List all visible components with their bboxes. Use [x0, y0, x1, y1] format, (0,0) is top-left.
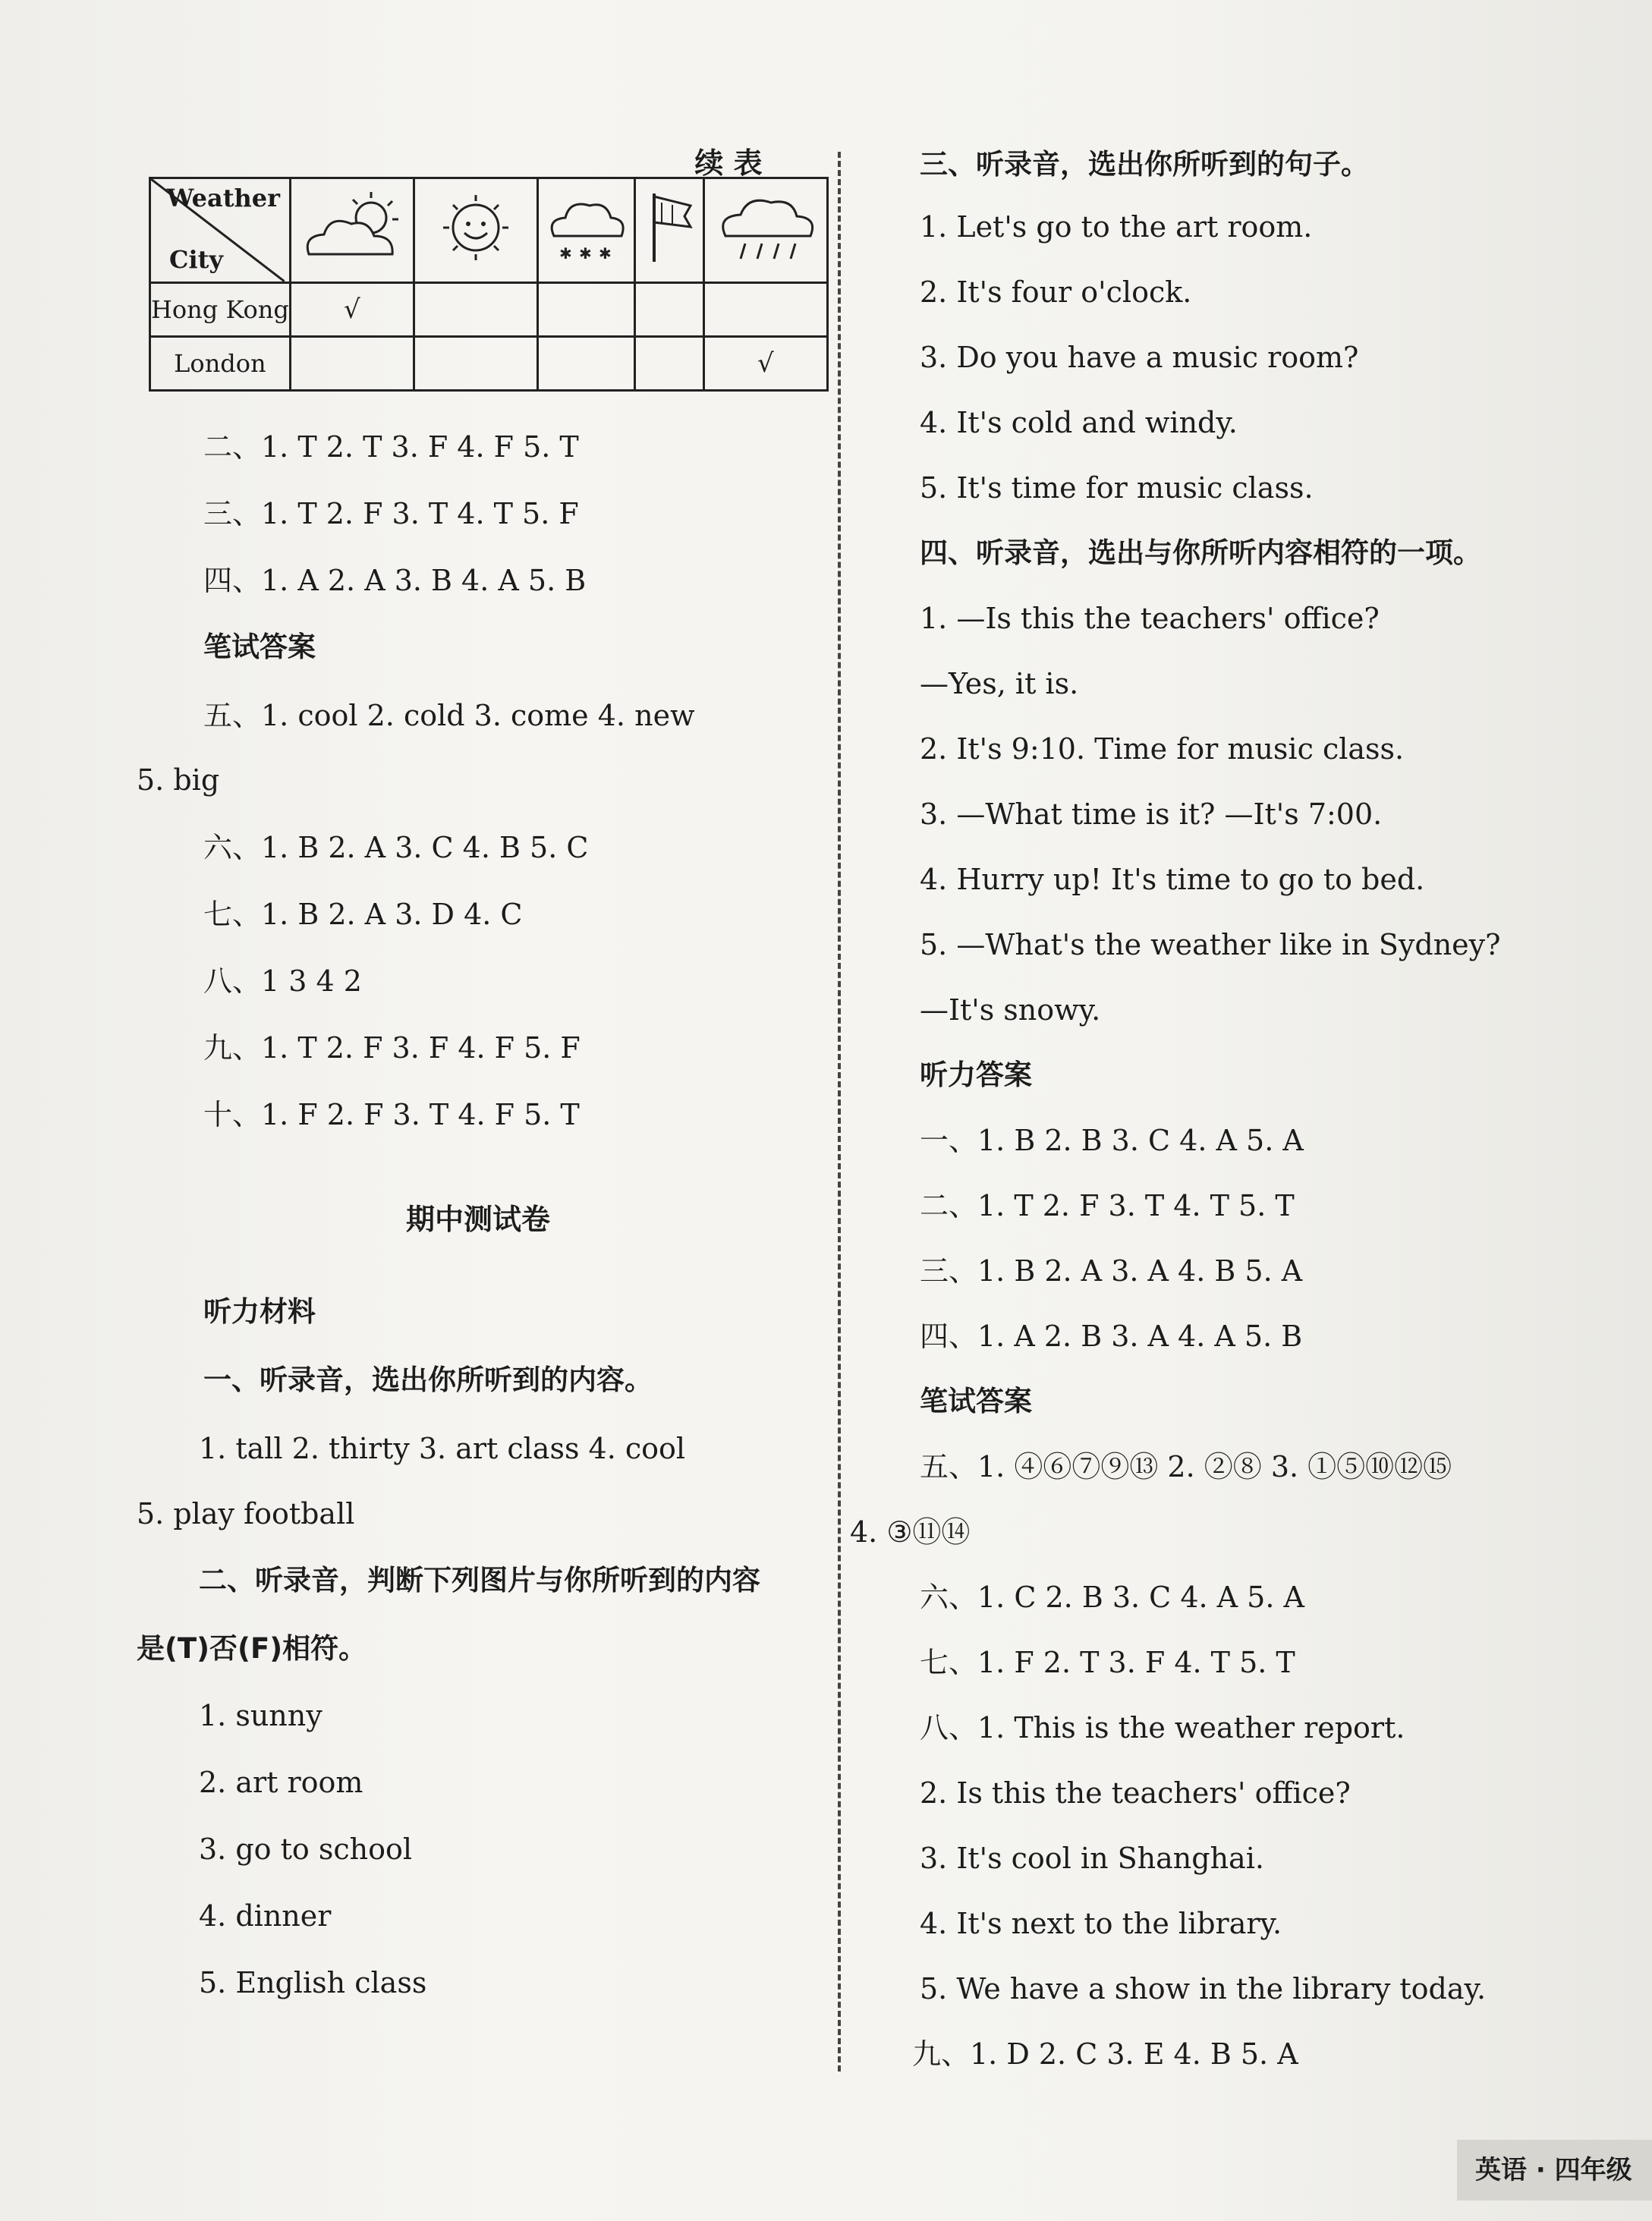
written-answers-heading: 笔试答案	[920, 1385, 1032, 1417]
answer-line: 5. We have a show in the library today.	[920, 1972, 1487, 2006]
sentence-line: 1. —Is this the teachers' office?	[920, 602, 1380, 635]
sentence-line: 3. —What time is it? —It's 7:00.	[920, 797, 1383, 831]
sentence-line: —It's snowy.	[920, 993, 1101, 1027]
tick-cell	[537, 283, 634, 337]
written-heading: 笔试答案	[203, 631, 316, 663]
sunny-icon	[414, 178, 537, 283]
city-hong-kong: Hong Kong	[150, 283, 291, 337]
tick-cell: √	[703, 337, 827, 391]
tick-cell	[703, 283, 827, 337]
listening-heading: 听力材料	[203, 1295, 316, 1328]
weather-table	[149, 177, 829, 392]
tick-cell	[290, 337, 414, 391]
answer-line: 一、1. B 2. B 3. C 4. A 5. A	[920, 1124, 1304, 1157]
answer-line: 六、1. C 2. B 3. C 4. A 5. A	[920, 1581, 1304, 1614]
section3-heading: 三、听录音，选出你所听到的句子。	[920, 148, 1369, 181]
answer-line: 七、1. F 2. T 3. F 4. T 5. T	[920, 1646, 1295, 1679]
answer-line: 2. Is this the teachers' office?	[920, 1776, 1351, 1810]
answer-line: 四、1. A 2. B 3. A 4. A 5. B	[920, 1320, 1303, 1353]
tick-cell	[537, 337, 634, 391]
sentence-line: 5. It's time for music class.	[920, 471, 1314, 505]
answer-line: 三、1. B 2. A 3. A 4. B 5. A	[920, 1254, 1303, 1288]
answer-line: 4. dinner	[199, 1899, 332, 1933]
answer-line: 三、1. T 2. F 3. T 4. T 5. F	[203, 497, 579, 530]
svg-text:✱: ✱	[598, 244, 612, 263]
listening-answers-heading: 听力答案	[920, 1059, 1032, 1091]
column-divider	[838, 152, 841, 2072]
sentence-line: 2. It's four o'clock.	[920, 275, 1192, 309]
partly-cloudy-icon	[290, 178, 414, 283]
rainy-icon	[703, 178, 827, 283]
answer-line: 六、1. B 2. A 3. C 4. B 5. C	[203, 831, 589, 864]
answer-line: 九、1. D 2. C 3. E 4. B 5. A	[912, 2037, 1298, 2071]
table-title: 续 表	[694, 146, 763, 180]
answer-line: 1. tall 2. thirty 3. art class 4. cool	[199, 1432, 686, 1465]
answer-line: 3. go to school	[199, 1832, 413, 1866]
sentence-line: 2. It's 9:10. Time for music class.	[920, 732, 1405, 766]
sentence-line: 4. It's cold and windy.	[920, 406, 1238, 439]
sentence-line: 3. Do you have a music room?	[920, 341, 1359, 374]
section2-heading: 二、听录音，判断下列图片与你所听到的内容	[199, 1564, 760, 1597]
tick-cell	[634, 337, 703, 391]
answer-line: 十、1. F 2. F 3. T 4. F 5. T	[203, 1098, 580, 1131]
table-corner-cell	[150, 178, 291, 283]
answer-line: 九、1. T 2. F 3. F 4. F 5. F	[203, 1031, 581, 1065]
sentence-line: 4. Hurry up! It's time to go to bed.	[920, 863, 1425, 896]
answer-line: 四、1. A 2. A 3. B 4. A 5. B	[203, 564, 587, 597]
windy-icon	[634, 178, 703, 283]
section4-heading: 四、听录音，选出与你所听内容相符的一项。	[920, 536, 1481, 569]
sentence-line: —Yes, it is.	[920, 667, 1079, 700]
answer-line: 二、1. T 2. F 3. T 4. T 5. T	[920, 1189, 1295, 1222]
answer-line: 二、1. T 2. T 3. F 4. F 5. T	[203, 430, 579, 464]
tick-cell: √	[290, 283, 414, 337]
answer-line: 4. It's next to the library.	[920, 1907, 1282, 1940]
header-city: City	[169, 245, 223, 274]
sentence-line: 5. —What's the weather like in Sydney?	[920, 928, 1501, 961]
exam-title: 期中测试卷	[405, 1203, 550, 1236]
answer-line: 5. play football	[137, 1497, 355, 1530]
svg-text:✱: ✱	[559, 244, 572, 263]
answer-line: 七、1. B 2. A 3. D 4. C	[203, 898, 523, 931]
answer-line: 1. sunny	[199, 1699, 323, 1732]
answer-line: 八、1 3 4 2	[203, 964, 362, 998]
answer-line: 5. English class	[199, 1966, 427, 1999]
answer-line: 5. big	[137, 763, 220, 797]
snowy-icon	[537, 178, 634, 283]
answer-line: 五、1. cool 2. cold 3. come 4. new	[203, 699, 695, 732]
answer-line: 八、1. This is the weather report.	[920, 1711, 1405, 1744]
svg-text:✱: ✱	[578, 244, 592, 263]
header-weather: Weather	[166, 184, 280, 212]
section2-heading-cont: 是(T)否(F)相符。	[137, 1632, 367, 1665]
answer-line: 2. art room	[199, 1766, 363, 1799]
tick-cell	[634, 283, 703, 337]
section1-heading: 一、听录音，选出你所听到的内容。	[203, 1364, 653, 1396]
footer-subject-label: 英语 · 四年级	[1457, 2140, 1652, 2201]
answer-line: 3. It's cool in Shanghai.	[920, 1842, 1264, 1875]
sentence-line: 1. Let's go to the art room.	[920, 210, 1313, 244]
answer-line: 五、1. ④⑥⑦⑨⑬ 2. ②⑧ 3. ①⑤⑩⑫⑮	[920, 1450, 1452, 1483]
answer-line: 4. ③⑪⑭	[850, 1515, 971, 1549]
tick-cell	[414, 337, 537, 391]
tick-cell	[414, 283, 537, 337]
city-london: London	[150, 337, 291, 391]
